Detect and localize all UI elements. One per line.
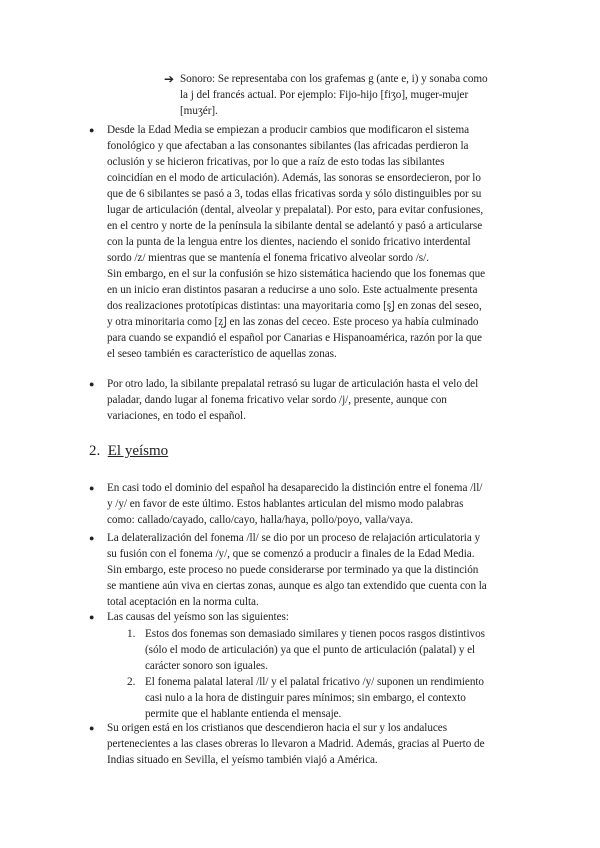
paragraph-line: en un inicio eran distintos pasaran a reducirse a uno solo. Este actualmente presenta: [107, 284, 478, 296]
paragraph-line: pertenecientes a las clases obreras lo llevaron a Madrid. Además, gracias al Puerto de: [107, 738, 485, 750]
paragraph-line: el seseo también es característico de aquellas zonas.: [107, 348, 337, 360]
paragraph-line: variaciones, en todo el español.: [107, 410, 246, 422]
paragraph-line: se mantiene aún viva en ciertas zonas, aunque es algo tan extendido que cuenta con la: [107, 580, 487, 592]
list-item-line: permite que el hablante entienda el mensaje.: [145, 708, 342, 720]
paragraph-line: Sin embargo, este proceso no puede considerarse por terminado ya que la distinción: [107, 564, 479, 576]
paragraph-line: Desde la Edad Media se empiezan a producir cambios que modificaron el sistema: [107, 124, 470, 136]
paragraph-line: que de 6 sibilantes se pasó a 3, todas ellas fricativas sorda y sólo distinguibles por su: [107, 188, 482, 200]
bullet-icon: ●: [89, 533, 95, 543]
sonoro-line: Sonoro: Se representaba con los grafemas g (ante e, i) y sonaba como: [180, 73, 488, 85]
list-item-line: (sólo el modo de articulación) ya que el punto de articulación (palatal) y el: [145, 644, 476, 656]
paragraph-line: Por otro lado, la sibilante prepalatal retrasó su lugar de articulación hasta el velo del: [107, 378, 479, 390]
bullet-icon: ●: [89, 483, 95, 493]
paragraph-line: La delateralización del fonema /ll/ se dio por un proceso de relajación articulatoria y: [107, 532, 481, 544]
paragraph-line: En casi todo el dominio del español ha desaparecido la distinción entre el fonema /ll/: [107, 482, 483, 494]
bullet-icon: ●: [89, 379, 95, 389]
list-number: 2.: [127, 676, 136, 688]
paragraph-line: Sin embargo, en el sur la confusión se hizo sistemática haciendo que los fonemas que: [107, 268, 486, 280]
section-title: El yeísmo: [107, 443, 169, 459]
bullet-icon: ●: [89, 125, 95, 135]
section-heading: [89, 441, 168, 461]
bullet-icon: ●: [89, 723, 95, 733]
paragraph-line: y otra minoritaria como [z̺] en las zonas del ceceo. Este proceso ya había culminado: [107, 316, 479, 328]
paragraph-line: lugar de articulación (dental, alveolar y prepalatal). Por esto, para evitar confusiones,: [107, 204, 484, 216]
paragraph-line: oclusión y se hicieron fricativas, por lo que a raíz de esto todas las sibilantes: [107, 156, 445, 168]
paragraph-line: paladar, dando lugar al fonema fricativo velar sordo /j/, presente, aunque con: [107, 394, 447, 406]
paragraph-line: con la punta de la lengua entre los dientes, naciendo el sonido fricativo interdental: [107, 236, 471, 248]
paragraph-line: coincidían en el modo de articulación). Además, las sonoras se ensordecieron, por lo: [107, 172, 481, 184]
paragraph-line: su fusión con el fonema /y/, que se comenzó a producir a finales de la Edad Media.: [107, 548, 475, 560]
paragraph-line: dos realizaciones prototípicas distintas: una mayoritaria como [s̺] en zonas del seseo,: [107, 300, 482, 312]
paragraph-line: para cuando se expandió el español por Canarias e Hispanoamérica, razón por la que: [107, 332, 482, 344]
paragraph-line: fonológico y que afectaban a las consonantes sibilantes (las africadas perdieron la: [107, 140, 469, 152]
list-item-line: El fonema palatal lateral /ll/ y el palatal fricativo /y/ suponen un rendimiento: [145, 676, 484, 688]
list-number: 1.: [127, 628, 136, 640]
paragraph-line: en el centro y norte de la península la sibilante dental se adelantó y pasó a articularse: [107, 220, 483, 232]
section-number: 2.: [89, 443, 101, 459]
bullet-icon: ●: [89, 612, 95, 622]
sonoro-line: la j del francés actual. Por ejemplo: Fijo-hijo [fiʒo], muger-mujer: [180, 89, 469, 101]
paragraph-line: Indias situado en Sevilla, el yeísmo también viajó a América.: [107, 754, 378, 766]
paragraph-line: Su origen está en los cristianos que descendieron hacia el sur y los andaluces: [107, 722, 448, 734]
list-item-line: Estos dos fonemas son demasiado similares y tienen pocos rasgos distintivos: [145, 628, 485, 640]
paragraph-line: total aceptación en la norma culta.: [107, 596, 259, 608]
paragraph-line: y /y/ en favor de este último. Estos hablantes articulan del mismo modo palabras: [107, 498, 464, 510]
arrow-bullet-icon: ➔: [164, 72, 175, 86]
paragraph-line: Las causas del yeísmo son las siguientes:: [107, 611, 289, 623]
paragraph-line: sordo /z/ mientras que se mantenía el fonema fricativo alveolar sordo /s/.: [107, 252, 429, 264]
list-item-line: casi nulo a la hora de distinguir pares mínimos; sin embargo, el contexto: [145, 692, 466, 704]
sonoro-line: [muʒér].: [180, 105, 218, 117]
paragraph-line: como: callado/cayado, callo/cayo, halla/haya, pollo/poyo, valla/vaya.: [107, 514, 413, 526]
list-item-line: carácter sonoro son iguales.: [145, 660, 268, 672]
